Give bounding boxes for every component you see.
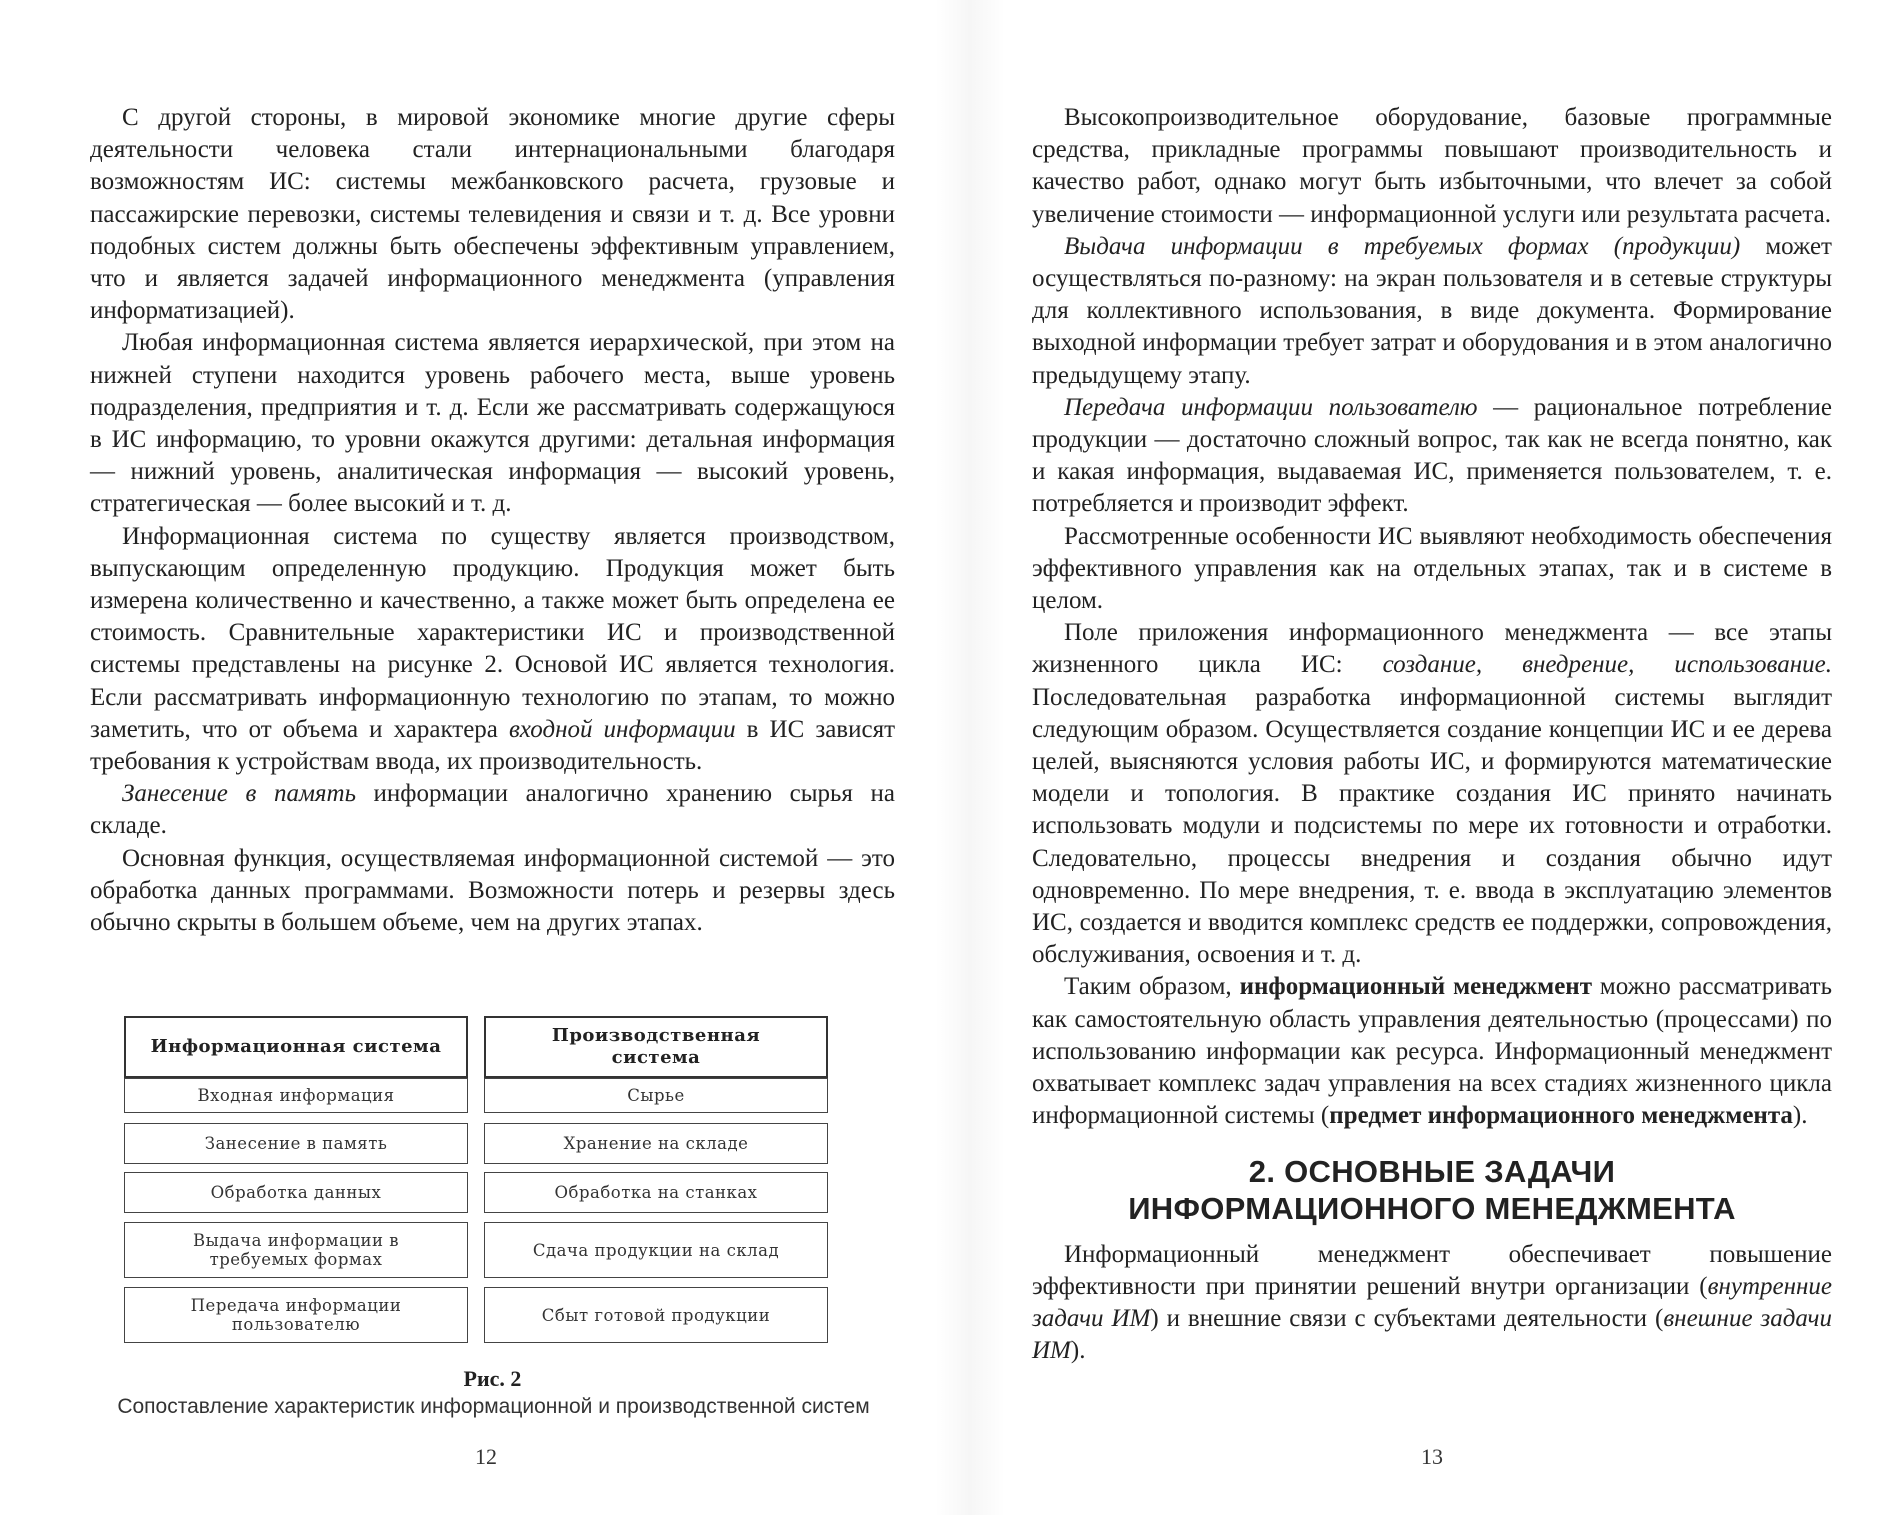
right-paragraph-5 — [1032, 617, 1832, 971]
text-run: Информационный менеджмент обеспечивает повышение эффективности при принятии решений внутри организации ( — [1032, 1240, 1832, 1300]
emphasis: Выдача информации в требуемых формах (продукции) — [1064, 232, 1741, 260]
figure-cell: Сдача продукции на склад — [484, 1222, 828, 1278]
text-run: ). — [1070, 1337, 1086, 1365]
left-paragraph-1: С другой стороны, в мировой экономике многие другие сферы деятельности человека стали интернациональными благодаря возможностям ИС: системы межбанковского расчета, грузовые и пассажирские перевозки, системы телевидения и связи и т. д. Все уровни подобных систем должны быть обеспечены эффективным управлением, что и является задачей информационного менеджмента (управления информатизацией). — [90, 104, 895, 325]
gutter-shade — [935, 0, 1005, 1515]
figure-cell: Входная информация — [124, 1078, 468, 1113]
figure-cell: Занесение в память — [124, 1123, 468, 1164]
emphasis: Передача информации пользователю — [1064, 393, 1478, 421]
figure-header-information-system: Информационная система — [124, 1016, 468, 1078]
figure-cell: Хранение на складе — [484, 1123, 828, 1164]
section-title — [1032, 1153, 1832, 1227]
figure-cell: Передача информации пользователю — [124, 1287, 468, 1343]
figure-cell: Обработка данных — [124, 1172, 468, 1213]
right-paragraph-1: Высокопроизводительное оборудование, базовые программные средства, прикладные программы повышают производительность и качество работ, однако могут быть избыточными, что влечет за собой увеличение стоимости — информационной услуги или результата расчета. — [1032, 104, 1832, 228]
section-title-line: 2. ОСНОВНЫЕ ЗАДАЧИ — [1248, 1153, 1616, 1189]
emphasis: внешние задачи ИМ — [1032, 1304, 1832, 1365]
emphasis: Занесение в память — [122, 780, 356, 808]
emphasis: создание, внедрение, использование. — [1382, 651, 1832, 679]
text-run: ). — [1792, 1102, 1808, 1130]
text-run: может осуществляться по-разному: на экран пользователя и в сетевые структуры для коллективного использования, в виде документа. Формирование выходной информации требует затрат и оборудования и в этом аналогично предыдущему этапу. — [1032, 232, 1832, 389]
figure-cell: Сбыт готовой продукции — [484, 1287, 828, 1343]
text-run: можно рассматривать как самостоятельную область управления деятельностью (процессами) по использованию информации как ресурса. Информационный менеджмент охватывает комплекс задач управления на всех стадиях жизненного цикла информационной системы ( — [1032, 973, 1832, 1130]
left-paragraph-2: Любая информационная система является иерархической, при этом на нижней ступени находится уровень рабочего места, выше уровень подразделения, предприятия и т. д. Если же рассматривать содержащуюся в ИС информацию, то уровни окажутся другими: детальная информация — нижний уровень, аналитическая информация — высокий уровень, стратегическая — более высокий и т. д. — [90, 329, 895, 518]
right-paragraph-2 — [1032, 231, 1832, 392]
bold-term: предмет информационного менеджмента — [1329, 1102, 1793, 1130]
page-number-right: 13 — [1421, 1444, 1443, 1469]
left-paragraph-3 — [90, 521, 895, 779]
left-page — [90, 102, 895, 1502]
emphasis: внутренние задачи ИМ — [1032, 1272, 1832, 1332]
emphasis: входной информации — [508, 715, 736, 743]
bold-term: информационный менеджмент — [1239, 973, 1592, 1001]
left-paragraph-5: Основная функция, осуществляемая информационной системой — это обработка данных программами. Возможности потерь и резервы здесь обычно скрыты в большем объеме, чем на других этапах. — [90, 844, 895, 937]
right-paragraph-3 — [1032, 392, 1832, 521]
figure-caption-number: Рис. 2 — [463, 1366, 522, 1391]
right-page — [1032, 102, 1832, 1502]
figure-cell: Обработка на станках — [484, 1172, 828, 1213]
right-paragraph-7 — [1032, 1239, 1832, 1368]
figure-caption: Сопоставление характеристик информационной и производственной систем — [117, 1395, 870, 1418]
figure-header-production-system: Производственная система — [484, 1016, 828, 1078]
text-run: Информационная система по существу является производством, выпускающим определенную продукцию. Продукция может быть измерена количественно и качественно, а также может быть определена ее стоимость. Сравнительные характеристики ИС и производственной системы представлены на рисунке 2. Основой ИС является технология. Если рассматривать информационную технологию по этапам, то можно заметить, что от объема и характера — [90, 522, 895, 743]
figure-cell: Выдача информации в требуемых формах — [124, 1222, 468, 1278]
text-run: информации аналогично хранению сырья на складе. — [90, 780, 895, 840]
text-run: — рациональное потребление продукции — достаточно сложный вопрос, так как не всегда понятно, как и какая информация, выдаваемая ИС, применяется пользователем, т. е. потребляется и производит эффект. — [1032, 393, 1832, 518]
right-paragraph-4: Рассмотренные особенности ИС выявляют необходимость обеспечения эффективного управления как на отдельных этапах, так и в системе в целом. — [1032, 522, 1832, 615]
figure-cell: Сырье — [484, 1078, 828, 1113]
section-title-line: ИНФОРМАЦИОННОГО МЕНЕДЖМЕНТА — [1128, 1190, 1736, 1226]
right-paragraph-6 — [1032, 971, 1832, 1132]
text-run: Таким образом, — [1064, 973, 1240, 1001]
text-run: в ИС зависят требования к устройствам ввода, их производительность. — [90, 715, 895, 776]
left-paragraph-4 — [90, 778, 895, 842]
text-run: ) и внешние связи с субъектами деятельности ( — [1150, 1304, 1664, 1332]
text-run: Последовательная разработка информационной системы выглядит следующим образом. Осуществляется создание концепции ИС и ее дерева целей, выясняются условия работы ИС, и формируются математические модели и топология. В практике создания ИС принято начинать использовать модули и подсистемы по мере их готовности и отработки. Следовательно, процессы внедрения и создания обычно идут одновременно. По мере внедрения, т. е. ввода в эксплуатацию элементов ИС, создается и вводится комплекс средств ее поддержки, сопровождения, обслуживания, освоения и т. д. — [1032, 683, 1832, 969]
page-number-left: 12 — [475, 1444, 497, 1469]
text-run: Поле приложения информационного менеджмента — все этапы жизненного цикла ИС: — [1032, 619, 1832, 679]
